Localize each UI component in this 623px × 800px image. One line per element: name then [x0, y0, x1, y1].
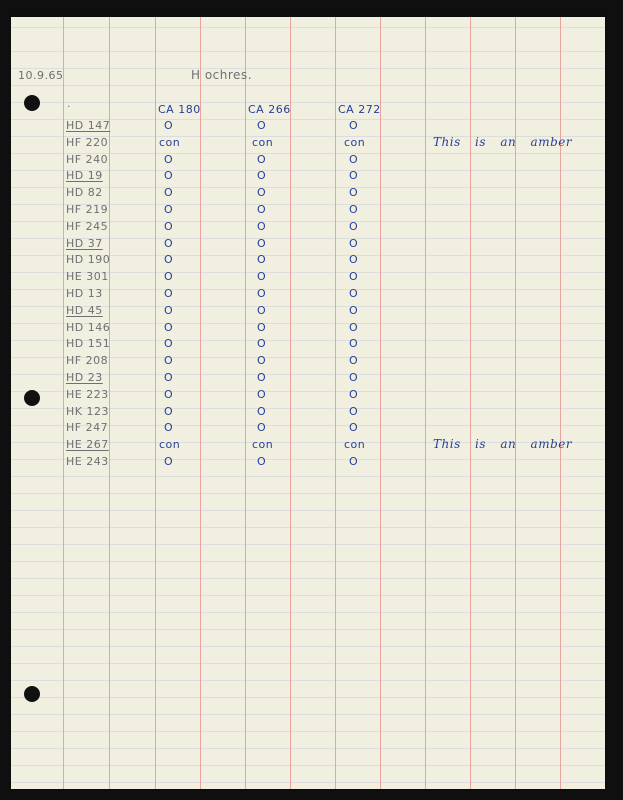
result-cell: O [164, 169, 174, 183]
result-cell: O [257, 387, 267, 401]
punch-hole [24, 95, 40, 111]
note-text: This is an amber [433, 437, 573, 452]
result-cell: O [257, 303, 267, 317]
result-cell: O [257, 270, 267, 284]
result-cell: O [164, 337, 174, 351]
column-rule [380, 17, 381, 789]
date-note: 10.9.65 [18, 69, 64, 82]
result-cell: O [257, 404, 267, 418]
column-rule [245, 17, 246, 789]
sample-id: HE 243 [66, 455, 109, 468]
result-cell: O [257, 203, 267, 216]
result-cell: con [159, 438, 181, 452]
result-cell: O [164, 236, 174, 250]
result-cell: O [164, 303, 174, 317]
column-header-ca180: CA 180 [158, 103, 201, 116]
result-cell: O [257, 186, 267, 200]
sample-id: HD 146 [66, 320, 111, 334]
result-cell: O [257, 169, 267, 183]
result-cell: O [164, 119, 174, 132]
sample-id: HF 220 [66, 135, 109, 149]
result-cell: O [349, 169, 359, 183]
result-cell: O [164, 219, 174, 233]
result-cell: O [164, 404, 174, 418]
result-cell: O [164, 287, 174, 300]
sample-id: HF 245 [66, 219, 109, 233]
result-cell: O [257, 152, 267, 166]
result-cell: O [257, 371, 267, 384]
result-cell: O [164, 152, 174, 166]
result-cell: O [164, 371, 174, 384]
result-cell: O [164, 387, 174, 401]
sample-id: HD 19 [66, 169, 103, 183]
result-cell: O [164, 186, 174, 200]
result-cell: O [164, 354, 174, 368]
column-rule [560, 17, 561, 789]
result-cell: O [349, 270, 359, 284]
result-cell: con [344, 438, 366, 452]
sample-id: HD 190 [66, 253, 111, 267]
sample-id: HE 301 [66, 270, 109, 284]
result-cell: O [257, 421, 267, 435]
result-cell: O [164, 455, 174, 468]
result-cell: O [349, 303, 359, 317]
column-header-ca272: CA 272 [338, 103, 381, 116]
column-rule [470, 17, 471, 789]
column-rule [335, 17, 336, 789]
column-rule [290, 17, 291, 789]
sample-id: HD 13 [66, 287, 103, 300]
result-cell: O [349, 404, 359, 418]
sample-id: HD 147 [66, 119, 111, 132]
result-cell: O [164, 320, 174, 334]
result-cell: O [164, 253, 174, 267]
result-cell: O [349, 387, 359, 401]
result-cell: O [349, 203, 359, 216]
result-cell: O [257, 455, 267, 468]
result-cell: O [257, 253, 267, 267]
page-title: H ochres. [191, 68, 253, 82]
result-cell: O [349, 455, 359, 468]
sample-id: HF 208 [66, 354, 109, 368]
result-cell: O [257, 236, 267, 250]
result-cell: O [164, 270, 174, 284]
result-cell: O [349, 320, 359, 334]
result-cell: O [349, 152, 359, 166]
result-cell: con [252, 135, 274, 149]
result-cell: con [159, 135, 181, 149]
sample-id: HF 247 [66, 421, 109, 435]
column-rule [155, 17, 156, 789]
result-cell: con [344, 135, 366, 149]
result-cell: O [164, 421, 174, 435]
result-cell: O [257, 219, 267, 233]
column-rule [515, 17, 516, 789]
result-cell: O [349, 421, 359, 435]
sample-id: HD 82 [66, 186, 103, 200]
result-cell: O [257, 119, 267, 132]
column-rule [425, 17, 426, 789]
result-cell: O [349, 354, 359, 368]
result-cell: O [349, 236, 359, 250]
result-cell: O [349, 287, 359, 300]
sample-id: HF 219 [66, 203, 109, 216]
result-cell: O [349, 219, 359, 233]
sample-id: HE 267 [66, 438, 109, 452]
result-cell: O [349, 371, 359, 384]
sample-id: HD 37 [66, 236, 103, 250]
margin-rule [63, 17, 64, 789]
sample-id: HF 240 [66, 152, 109, 166]
result-cell: O [164, 203, 174, 216]
result-cell: O [349, 253, 359, 267]
result-cell: O [349, 186, 359, 200]
sample-id: HK 123 [66, 404, 109, 418]
punch-hole [24, 390, 40, 406]
result-cell: O [349, 337, 359, 351]
ledger-sheet [11, 17, 605, 789]
dot-mark: · [67, 100, 71, 113]
result-cell: con [252, 438, 274, 452]
result-cell: O [257, 287, 267, 300]
sample-id: HD 45 [66, 303, 103, 317]
column-rule [200, 17, 201, 789]
column-rule [109, 17, 110, 789]
note-text: This is an amber [433, 134, 573, 149]
sample-id: HD 151 [66, 337, 111, 351]
result-cell: O [349, 119, 359, 132]
result-cell: O [257, 320, 267, 334]
result-cell: O [257, 354, 267, 368]
sample-id: HD 23 [66, 371, 103, 384]
column-header-ca266: CA 266 [248, 103, 291, 116]
punch-hole [24, 686, 40, 702]
result-cell: O [257, 337, 267, 351]
sample-id: HE 223 [66, 387, 109, 401]
